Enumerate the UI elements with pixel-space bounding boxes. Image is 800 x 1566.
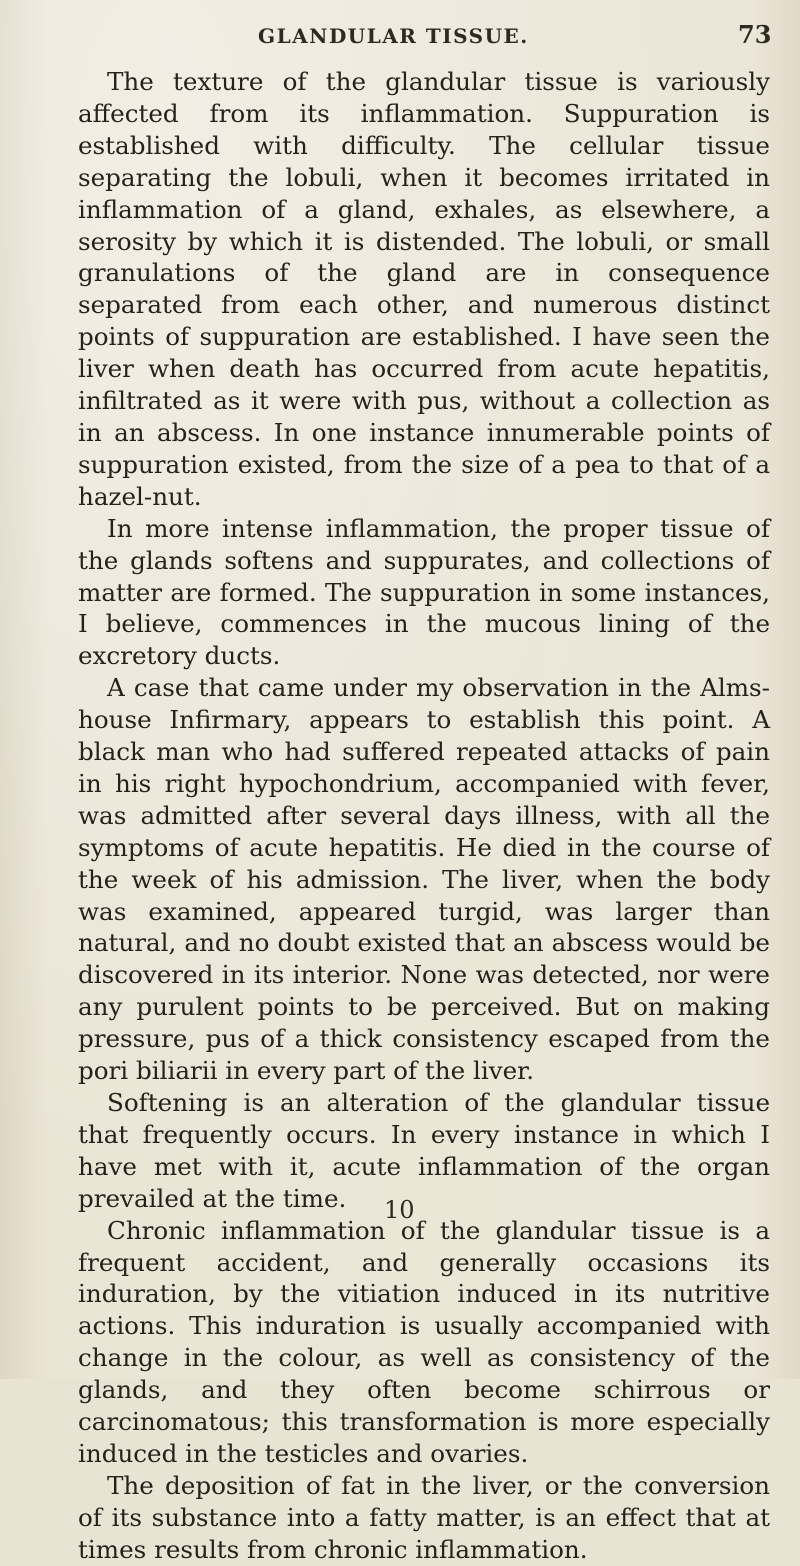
paragraph: Chronic inflammation of the glandular tissue is a frequent accident, and generally occasions its induration, by the vitiation induced in its nutritive actions. This induration is usually accompanied with change in the colour, as well as consistency of the glands, and they often become schirrous or carcinomatous; this transformation is more especially induced in the testicles and ovaries. (78, 1215, 770, 1468)
paragraph: In more intense inflammation, the proper tissue of the glands softens and suppurates, and collections of matter are formed. The suppuration in some instances, I believe, commences in the mucous lining of the excretory ducts. (78, 513, 770, 671)
paragraph: A case that came under my observation in the Alms-house Infirmary, appears to establish this point. A black man who had suffered repeated attacks of pain in his right hypochondrium, accompanied with fever, was admitted after several days illness, with all the symptoms of acute hepatitis. He died in the course of the week of his admission. The liver, when the body was examined, appeared turgid, was larger than natural, and no doubt existed that an abscess would be discovered in its interior. None was detected, nor were any purulent points to be perceived. But on making pressure, pus of a thick consistency escaped from the pori biliarii in every part of the liver. (78, 673, 770, 1086)
page-number: 73 (738, 20, 772, 49)
running-head: GLANDULAR TISSUE. (258, 24, 529, 48)
page-header (0, 10, 800, 50)
paragraph: The texture of the glandular tissue is variously affected from its inflammation. Suppuration is established with difficulty. The cellular tissue separating the lobuli, when it becomes irritated in inflammation of a gland, exhales, as elsewhere, a serosity by which it is distended. The lobuli, or small granulations of the gland are in consequence separated from each other, and numerous distinct points of suppuration are established. I have seen the liver when death has occurred from acute hepatitis, infiltrated as it were with pus, without a collection as in an abscess. In one instance innumerable points of suppuration existed, from the size of a pea to that of a hazel-nut. (78, 67, 770, 511)
signature-mark: 10 (384, 1196, 415, 1224)
paragraph: Softening is an alteration of the glandular tissue that frequently occurs. In every instance in which I have met with it, acute inflammation of the organ prevailed at the time. (78, 1088, 770, 1213)
paragraph: The deposition of fat in the liver, or the conversion of its substance into a fatty matter, is an effect that at times results from chronic inflammation. (78, 1470, 770, 1564)
body-text (78, 66, 770, 1566)
